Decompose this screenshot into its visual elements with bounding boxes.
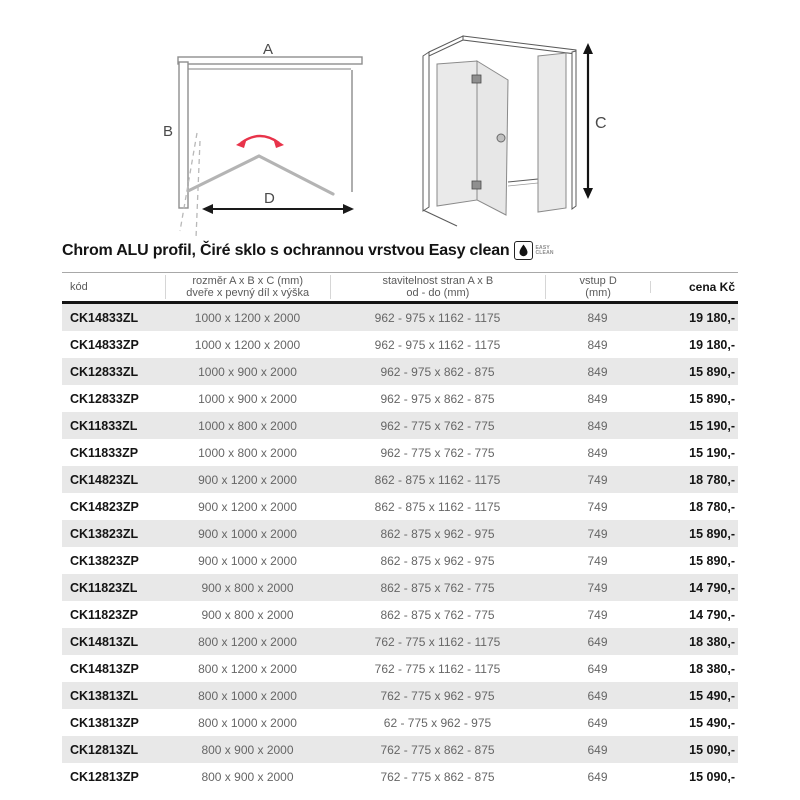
table-body: [62, 304, 738, 790]
code-cell: CK14823ZL: [70, 472, 139, 487]
header-vstup: [545, 275, 651, 299]
label-c: C: [595, 115, 607, 132]
adjustability-cell: 962 - 775 x 762 - 775: [380, 445, 495, 460]
price-cell: 15 190,-: [689, 418, 735, 433]
table-row: [62, 466, 738, 493]
adjustability-cell: 862 - 875 x 1162 - 1175: [374, 499, 501, 514]
dimensions-cell: 1000 x 1200 x 2000: [194, 310, 301, 325]
left-profile-bar: [179, 62, 188, 208]
dimensions-cell: 900 x 1200 x 2000: [198, 499, 297, 514]
adjustability-cell: 862 - 875 x 962 - 975: [380, 553, 495, 568]
dimensions-cell: 800 x 1000 x 2000: [198, 715, 297, 730]
price-cell: 15 890,-: [689, 526, 735, 541]
header-rozmer: [165, 275, 330, 299]
header-stav-line1: stavitelnost stran A x B: [382, 275, 494, 287]
table-row: [62, 412, 738, 439]
table-row: [62, 601, 738, 628]
price-cell: 18 380,-: [689, 661, 735, 676]
entry-width-cell: 849: [587, 364, 608, 379]
table-row: [62, 547, 738, 574]
price-cell: 14 790,-: [689, 580, 735, 595]
entry-width-cell: 849: [587, 337, 608, 352]
left-wall-strip: [423, 52, 429, 211]
adjustability-cell: 962 - 975 x 1162 - 1175: [374, 310, 501, 325]
price-cell: 15 490,-: [689, 688, 735, 703]
code-cell: CK12833ZL: [70, 364, 139, 379]
label-a: A: [263, 41, 274, 58]
header-kod: kód: [70, 281, 88, 293]
section-title: Chrom ALU profil, Čiré sklo s ochrannou vrstvou Easy clean: [62, 241, 510, 259]
dimensions-cell: 1000 x 1200 x 2000: [194, 337, 301, 352]
table-row: [62, 439, 738, 466]
price-cell: 19 180,-: [689, 337, 735, 352]
dimensions-cell: 1000 x 900 x 2000: [198, 391, 297, 406]
header-vstup-line2: (mm): [585, 287, 611, 299]
price-cell: 15 190,-: [689, 445, 735, 460]
table-row: [62, 574, 738, 601]
adjustability-cell: 962 - 975 x 862 - 875: [380, 391, 495, 406]
code-cell: CK13823ZL: [70, 526, 139, 541]
hinge-icon-top: [472, 75, 481, 83]
dimensions-cell: 900 x 800 x 2000: [201, 607, 294, 622]
dimension-arrow-d: [202, 204, 354, 214]
adjustability-cell: 862 - 875 x 1162 - 1175: [374, 472, 501, 487]
entry-width-cell: 749: [587, 607, 608, 622]
code-cell: CK11833ZP: [70, 445, 139, 460]
code-cell: CK12833ZP: [70, 391, 139, 406]
table-row: [62, 304, 738, 331]
adjustability-cell: 762 - 775 x 1162 - 1175: [374, 661, 501, 676]
dimensions-cell: 800 x 1200 x 2000: [198, 634, 297, 649]
dimensions-cell: 1000 x 800 x 2000: [198, 445, 297, 460]
floor-threshold-line: [508, 179, 538, 182]
dimensions-cell: 800 x 1200 x 2000: [198, 661, 297, 676]
dimensions-cell: 1000 x 900 x 2000: [198, 364, 297, 379]
code-cell: CK14813ZL: [70, 634, 139, 649]
dimension-arrow-c: [583, 43, 593, 199]
dimensions-cell: 900 x 1000 x 2000: [198, 526, 297, 541]
dimensions-cell: 900 x 800 x 2000: [201, 580, 294, 595]
code-cell: CK12813ZP: [70, 769, 139, 784]
right-fixed-glass-panel: [538, 53, 566, 212]
adjustability-cell: 762 - 775 x 1162 - 1175: [374, 634, 501, 649]
table-row: [62, 655, 738, 682]
header-cena: cena Kč: [650, 281, 738, 293]
table-row: [62, 358, 738, 385]
table-row: [62, 763, 738, 790]
header-rozmer-line2: dveře x pevný díl x výška: [186, 287, 310, 299]
table-row: [62, 628, 738, 655]
folding-door-line: [188, 156, 333, 194]
price-cell: 15 490,-: [689, 715, 735, 730]
dimensions-cell: 800 x 1000 x 2000: [198, 688, 297, 703]
entry-width-cell: 649: [587, 661, 608, 676]
plan-view-diagram: [60, 10, 380, 240]
table-header-row: [62, 272, 738, 304]
adjustability-cell: 862 - 875 x 962 - 975: [380, 526, 495, 541]
price-cell: 18 780,-: [689, 499, 735, 514]
price-cell: 19 180,-: [689, 310, 735, 325]
code-cell: CK11833ZL: [70, 418, 138, 433]
price-cell: 15 090,-: [689, 742, 735, 757]
dimensions-cell: 800 x 900 x 2000: [201, 769, 294, 784]
adjustability-cell: 862 - 875 x 762 - 775: [380, 580, 495, 595]
code-cell: CK14833ZL: [70, 310, 139, 325]
adjustability-cell: 762 - 775 x 962 - 975: [380, 688, 495, 703]
price-cell: 15 890,-: [689, 391, 735, 406]
water-drop-icon: [514, 241, 533, 260]
code-cell: CK13813ZP: [70, 715, 139, 730]
entry-width-cell: 849: [587, 310, 608, 325]
entry-width-cell: 749: [587, 472, 608, 487]
entry-width-cell: 849: [587, 445, 608, 460]
header-stav-line2: od - do (mm): [406, 287, 470, 299]
price-cell: 18 780,-: [689, 472, 735, 487]
entry-width-cell: 649: [587, 769, 608, 784]
price-cell: 15 890,-: [689, 364, 735, 379]
door-swing-dashed-line-2: [196, 141, 200, 238]
price-table: [62, 272, 738, 790]
table-row: [62, 385, 738, 412]
right-wall-strip: [572, 51, 576, 209]
code-cell: CK11823ZP: [70, 607, 139, 622]
top-left-edge: [429, 36, 463, 56]
adjustability-cell: 962 - 975 x 862 - 875: [380, 364, 495, 379]
entry-width-cell: 649: [587, 715, 608, 730]
entry-width-cell: 749: [587, 580, 608, 595]
perspective-view-diagram: [400, 10, 640, 240]
adjustability-cell: 862 - 875 x 762 - 775: [380, 607, 495, 622]
table-row: [62, 709, 738, 736]
dimensions-cell: 900 x 1000 x 2000: [198, 553, 297, 568]
code-cell: CK12813ZL: [70, 742, 139, 757]
adjustability-cell: 62 - 775 x 962 - 975: [383, 715, 492, 730]
entry-width-cell: 749: [587, 553, 608, 568]
table-row: [62, 331, 738, 358]
entry-width-cell: 649: [587, 742, 608, 757]
floor-edge-left: [423, 210, 457, 226]
price-cell: 14 790,-: [689, 607, 735, 622]
dimensions-cell: 800 x 900 x 2000: [201, 742, 294, 757]
swing-arrow-icon: [236, 136, 284, 148]
price-cell: 15 890,-: [689, 553, 735, 568]
code-cell: CK13823ZP: [70, 553, 139, 568]
code-cell: CK14813ZP: [70, 661, 139, 676]
table-row: [62, 736, 738, 763]
table-row: [62, 520, 738, 547]
table-row: [62, 493, 738, 520]
entry-width-cell: 649: [587, 688, 608, 703]
door-knob-icon: [497, 134, 505, 142]
header-vstup-line1: vstup D: [579, 275, 617, 287]
dimensions-cell: 900 x 1200 x 2000: [198, 472, 297, 487]
entry-width-cell: 849: [587, 391, 608, 406]
easy-clean-label: EASY CLEAN: [535, 244, 554, 256]
top-right-edge: [463, 36, 576, 54]
table-row: [62, 682, 738, 709]
dimensions-cell: 1000 x 800 x 2000: [198, 418, 297, 433]
price-cell: 18 380,-: [689, 634, 735, 649]
adjustability-cell: 962 - 975 x 1162 - 1175: [374, 337, 501, 352]
label-b: B: [163, 123, 174, 140]
code-cell: CK11823ZL: [70, 580, 138, 595]
adjustability-cell: 962 - 775 x 762 - 775: [380, 418, 495, 433]
code-cell: CK14823ZP: [70, 499, 139, 514]
adjustability-cell: 762 - 775 x 862 - 875: [380, 742, 495, 757]
header-stavitelnost: [330, 275, 545, 299]
entry-width-cell: 849: [587, 418, 608, 433]
top-profile-bar: [178, 57, 362, 64]
section-heading-row: [62, 241, 738, 260]
code-cell: CK14833ZP: [70, 337, 139, 352]
easy-clean-badge: [514, 241, 553, 260]
entry-width-cell: 749: [587, 499, 608, 514]
header-rozmer-line1: rozměr A x B x C (mm): [192, 275, 304, 287]
left-fixed-glass-panel: [437, 61, 477, 206]
floor-threshold-line-2: [508, 183, 538, 186]
adjustability-cell: 762 - 775 x 862 - 875: [380, 769, 495, 784]
hinge-icon-bottom: [472, 181, 481, 189]
code-cell: CK13813ZL: [70, 688, 139, 703]
entry-width-cell: 649: [587, 634, 608, 649]
price-cell: 15 090,-: [689, 769, 735, 784]
entry-width-cell: 749: [587, 526, 608, 541]
label-d: D: [264, 190, 275, 207]
